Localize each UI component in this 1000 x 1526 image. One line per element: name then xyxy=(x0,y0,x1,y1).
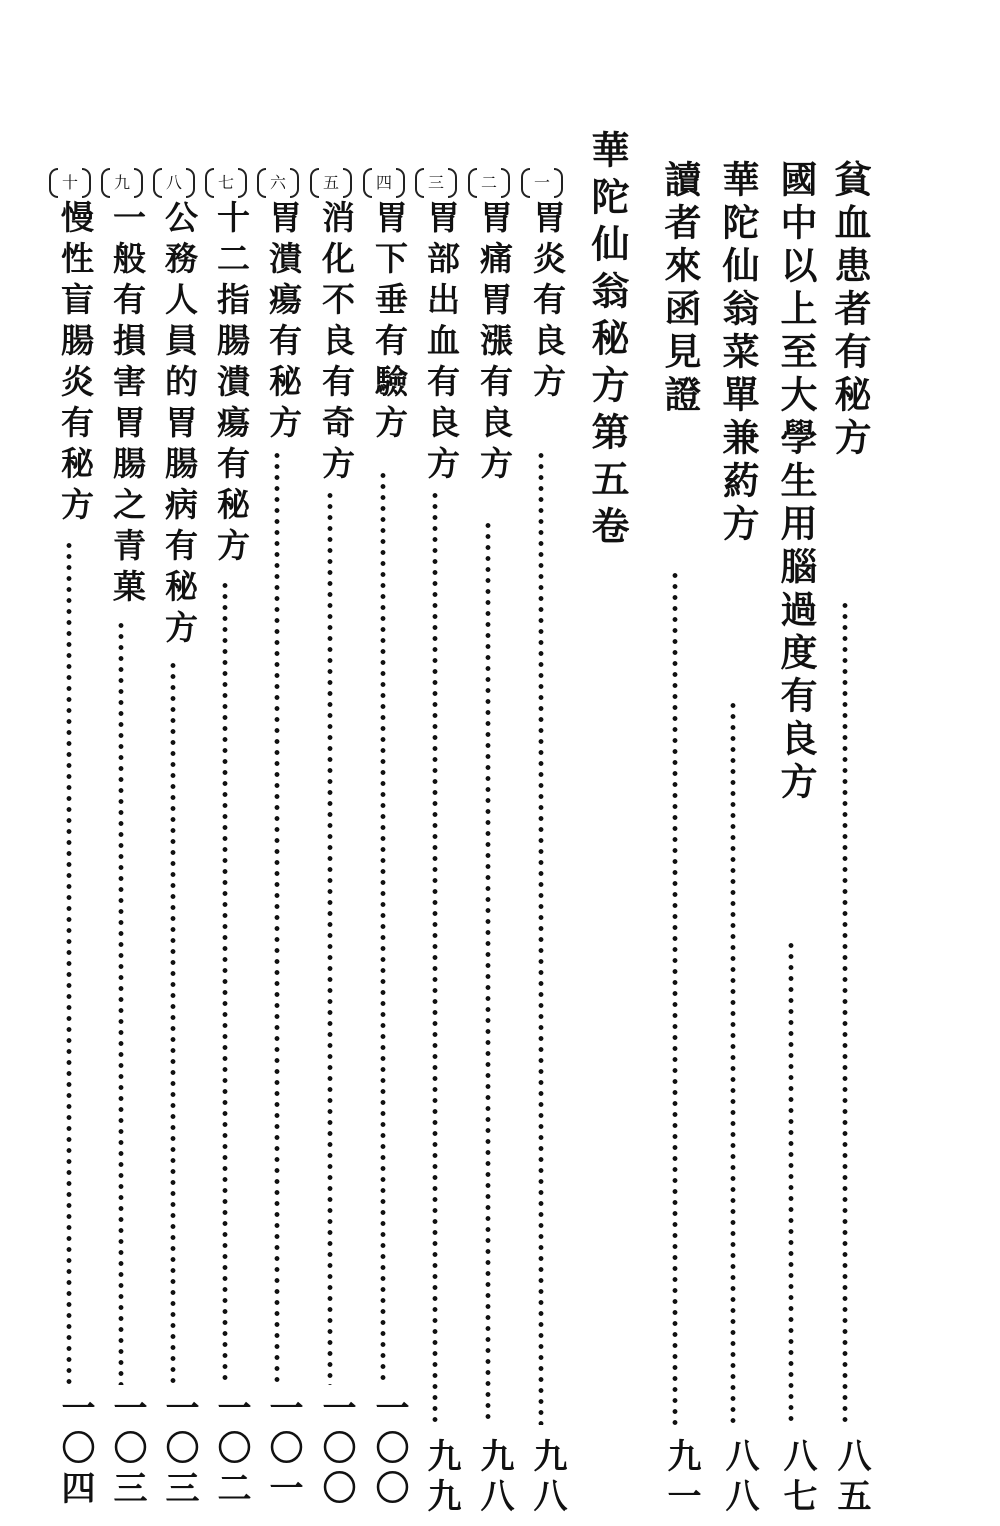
dot-leader xyxy=(222,580,228,1385)
toc-entry xyxy=(254,160,303,1510)
item-number: 一 xyxy=(520,166,564,200)
toc-entry xyxy=(307,160,356,1510)
toc-entry xyxy=(150,160,199,1510)
dot-leader xyxy=(170,660,176,1385)
item-number: 六 xyxy=(256,166,300,200)
toc-page-number: 一〇二 xyxy=(211,1390,251,1510)
dot-leader xyxy=(538,450,544,1425)
dot-leader xyxy=(730,700,736,1425)
toc-entry-title: 讀者來函見證 xyxy=(658,160,702,418)
toc-entry-title: 胃潰瘍有秘方 xyxy=(264,200,303,446)
toc-page-number: 一〇三 xyxy=(107,1390,147,1510)
toc-page-number: 一〇一 xyxy=(263,1390,303,1510)
toc-page-number: 九九 xyxy=(421,1438,461,1518)
item-number: 十 xyxy=(48,166,92,200)
toc-entry-title: 胃痛胃漲有良方 xyxy=(475,200,514,487)
toc-entry xyxy=(710,160,760,1518)
toc-entry-title: 一般有損害胃腸之青菓 xyxy=(108,200,147,610)
toc-page-number: 一〇三 xyxy=(159,1390,199,1510)
toc-entry xyxy=(768,160,818,1518)
item-number: 七 xyxy=(204,166,248,200)
toc-entry xyxy=(46,160,95,1510)
item-number: 三 xyxy=(414,166,458,200)
toc-entry-title: 華陀仙翁菜單兼葯方 xyxy=(716,160,760,547)
toc-page-number: 八五 xyxy=(831,1438,871,1518)
dot-leader xyxy=(274,450,280,1385)
toc-entry xyxy=(518,160,567,1518)
dot-leader xyxy=(432,490,438,1425)
toc-entry-title: 胃下垂有驗方 xyxy=(370,200,409,446)
toc-entry xyxy=(652,160,702,1518)
dot-leader xyxy=(380,470,386,1385)
dot-leader xyxy=(118,620,124,1385)
toc-entry-title: 國中以上至大學生用腦過度有良方 xyxy=(774,160,818,805)
dot-leader xyxy=(672,570,678,1425)
toc-page-number: 一〇四 xyxy=(55,1390,95,1510)
toc-entry-title: 慢性盲腸炎有秘方 xyxy=(56,200,95,528)
toc-entry-title: 公務人員的胃腸病有秘方 xyxy=(160,200,199,651)
toc-entry xyxy=(412,160,461,1518)
item-number: 四 xyxy=(362,166,406,200)
toc-page-number: 八七 xyxy=(777,1438,817,1518)
toc-page-number: 一〇〇 xyxy=(316,1390,356,1510)
dot-leader xyxy=(788,940,794,1425)
dot-leader xyxy=(327,490,333,1385)
toc-entry-title: 消化不良有奇方 xyxy=(317,200,356,487)
toc-entry xyxy=(465,160,514,1518)
item-number: 二 xyxy=(467,166,511,200)
toc-entry-title: 胃部出血有良方 xyxy=(422,200,461,487)
toc-entry xyxy=(202,160,251,1510)
toc-entry-title: 胃炎有良方 xyxy=(528,200,567,405)
toc-entry-title: 貧血患者有秘方 xyxy=(828,160,872,461)
toc-page-number: 九一 xyxy=(661,1438,701,1518)
toc-page-number: 九八 xyxy=(474,1438,514,1518)
toc-entry xyxy=(360,160,409,1510)
toc-entry xyxy=(98,160,147,1510)
toc-page-number: 九八 xyxy=(527,1438,567,1518)
toc-entry-title: 十二指腸潰瘍有秘方 xyxy=(212,200,251,569)
toc-page-number: 一〇〇 xyxy=(369,1390,409,1510)
volume-heading: 華陀仙翁秘方第五卷 xyxy=(585,130,630,553)
item-number: 九 xyxy=(100,166,144,200)
dot-leader xyxy=(842,600,848,1425)
item-number: 五 xyxy=(309,166,353,200)
toc-entry xyxy=(822,160,872,1518)
dot-leader xyxy=(485,520,491,1425)
item-number: 八 xyxy=(152,166,196,200)
toc-page-number: 八八 xyxy=(719,1438,759,1518)
dot-leader xyxy=(66,540,72,1385)
